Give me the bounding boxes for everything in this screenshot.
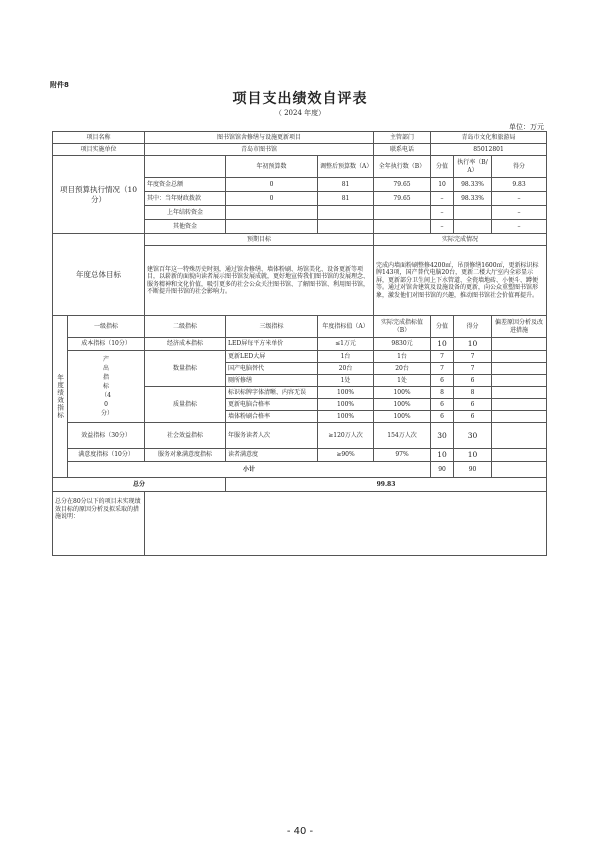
- page-number: - 40 -: [286, 826, 314, 837]
- budget-cell: –: [492, 220, 547, 234]
- budget-cell: –: [431, 220, 454, 234]
- indicator-weight: 6: [431, 375, 454, 387]
- budget-cell: –: [431, 192, 454, 206]
- h-level3: 三级指标: [226, 316, 318, 338]
- indicator-weight: 6: [431, 411, 454, 423]
- budget-cell: [318, 206, 374, 220]
- budget-cell: [226, 206, 318, 220]
- budget-cell: –: [492, 192, 547, 206]
- indicator-target: 100%: [318, 411, 374, 423]
- indicator-actual: 100%: [374, 411, 431, 423]
- satisfaction-l2: 服务对象满意度指标: [145, 449, 226, 462]
- col-initial: 年初预算数: [226, 156, 318, 178]
- unit-label: 单位：万元: [509, 123, 544, 131]
- indicator-target: 100%: [318, 399, 374, 411]
- budget-row-label: 年度资金总额: [145, 178, 226, 192]
- h-weight: 分值: [431, 316, 454, 338]
- indicator-actual: 100%: [374, 387, 431, 399]
- year-label: （ 2024 年度）: [274, 109, 326, 117]
- budget-section-label: 项目预算执行情况（10分）: [53, 156, 145, 234]
- indicator-actual: 20台: [374, 363, 431, 375]
- budget-cell: [454, 220, 492, 234]
- project-name-label: 项目名称: [53, 132, 145, 144]
- dept-value: 青岛市文化和旅游局: [431, 132, 547, 144]
- budget-cell: 10: [431, 178, 454, 192]
- indicator-reason: [492, 387, 547, 399]
- indicator-name: LED屏每平方米单价: [226, 338, 318, 351]
- subtotal-score: 90: [454, 462, 492, 478]
- phone-label: 联系电话: [374, 144, 431, 156]
- total-value: 99.83: [226, 478, 547, 492]
- output-l1: [68, 351, 145, 423]
- quality-l2: 质量指标: [145, 387, 226, 423]
- indicator-score: 6: [454, 375, 492, 387]
- indicator-score: 30: [454, 423, 492, 449]
- indicator-reason: [492, 375, 547, 387]
- h-target: 年度指标值（A）: [318, 316, 374, 338]
- benefit-l2: 社会效益指标: [145, 423, 226, 449]
- budget-row-label: 其中：当年财政拨款: [145, 192, 226, 206]
- budget-cell: 9.83: [492, 178, 547, 192]
- phone-value: 85012801: [431, 144, 547, 156]
- indicator-reason: [492, 449, 547, 462]
- actual-result-header: 实际完成情况: [374, 234, 547, 246]
- col-score: 得分: [492, 156, 547, 178]
- note-content: [145, 492, 547, 556]
- cost-l1: 成本指标（10分）: [68, 338, 145, 351]
- budget-cell: 81: [318, 178, 374, 192]
- indicator-score: 6: [454, 411, 492, 423]
- indicator-reason: [492, 351, 547, 363]
- indicator-score: 6: [454, 399, 492, 411]
- page-title: 项目支出绩效自评表: [232, 91, 368, 107]
- subtotal-reason: [492, 462, 547, 478]
- indicator-actual: 154万人次: [374, 423, 431, 449]
- h-actual: 实际完成指标值（B）: [374, 316, 431, 338]
- indicator-weight: 7: [431, 363, 454, 375]
- perf-section-label: 年度绩效指标: [53, 316, 68, 478]
- indicator-reason: [492, 338, 547, 351]
- indicator-score: 10: [454, 449, 492, 462]
- col-weight: 分值: [431, 156, 454, 178]
- budget-cell: [374, 206, 431, 220]
- indicator-reason: [492, 411, 547, 423]
- budget-cell: [374, 220, 431, 234]
- indicator-actual: 9830元: [374, 338, 431, 351]
- indicator-target: ≥90%: [318, 449, 374, 462]
- indicator-name: 更新LED大屏: [226, 351, 318, 363]
- indicator-target: ≥120万人次: [318, 423, 374, 449]
- budget-cell: 0: [226, 192, 318, 206]
- indicator-actual: 97%: [374, 449, 431, 462]
- subtotal-weight: 90: [431, 462, 454, 478]
- indicator-name: 年服务读者人次: [226, 423, 318, 449]
- indicator-score: 7: [454, 363, 492, 375]
- indicator-target: ≤1万元: [318, 338, 374, 351]
- h-level1: 一级指标: [68, 316, 145, 338]
- benefit-l1: 效益指标（30分）: [68, 423, 145, 449]
- indicator-target: 20台: [318, 363, 374, 375]
- col-rate: 执行率（B/A）: [454, 156, 492, 178]
- budget-cell: 81: [318, 192, 374, 206]
- indicator-weight: 7: [431, 351, 454, 363]
- indicator-weight: 8: [431, 387, 454, 399]
- indicator-name: 墙体粉刷合格率: [226, 411, 318, 423]
- subtotal-label: 小计: [68, 462, 431, 478]
- indicator-target: 1台: [318, 351, 374, 363]
- goals-section-label: 年度总体目标: [53, 234, 145, 316]
- budget-row-label: 其他资金: [145, 220, 226, 234]
- indicator-name: 更新电脑合格率: [226, 399, 318, 411]
- indicator-weight: 30: [431, 423, 454, 449]
- h-score: 得分: [454, 316, 492, 338]
- impl-value: 青岛市图书馆: [145, 144, 374, 156]
- total-label: 总分: [53, 478, 226, 492]
- indicator-actual: 1处: [374, 375, 431, 387]
- satisfaction-l1: 满意度指标（10分）: [68, 449, 145, 462]
- budget-cell: 98.33%: [454, 178, 492, 192]
- h-reason: 偏差原因分析及改进措施: [492, 316, 547, 338]
- indicator-actual: 100%: [374, 399, 431, 411]
- indicator-name: 读者满意度: [226, 449, 318, 462]
- indicator-score: 7: [454, 351, 492, 363]
- budget-cell: 79.65: [374, 192, 431, 206]
- indicator-target: 1处: [318, 375, 374, 387]
- budget-cell: [318, 220, 374, 234]
- budget-cell: [454, 206, 492, 220]
- indicator-score: 8: [454, 387, 492, 399]
- indicator-name: 国产电脑替代: [226, 363, 318, 375]
- indicator-weight: 10: [431, 338, 454, 351]
- impl-label: 项目实施单位: [53, 144, 145, 156]
- indicator-reason: [492, 399, 547, 411]
- col-adjusted: 调整后预算数（A）: [318, 156, 374, 178]
- indicator-actual: 1台: [374, 351, 431, 363]
- indicator-reason: [492, 363, 547, 375]
- indicator-weight: 6: [431, 399, 454, 411]
- budget-cell: 98.33%: [454, 192, 492, 206]
- actual-result-text: 完成内墙面粉刷整修4200㎡，吊顶修缮1600㎡，更新标识标牌143项，国产普代电脑20台，更新二楼大厅室内全彩显示屏，更新部分卫生间上下水管道、全瓷墙地砖、小便斗、蹲便等。通过对馆舍建筑及设施设备的更新，向公众重塑图书馆形象，激发他们对图书馆的兴趣，推动图书馆社会价值再提升。: [374, 246, 547, 316]
- budget-cell: –: [492, 206, 547, 220]
- budget-cell: 79.65: [374, 178, 431, 192]
- project-name: 图书馆馆舍修缮与设施更新项目: [145, 132, 374, 144]
- expected-goal-text: 建馆百年这一特殊历史时刻，通过馆舍修缮、墙体粉刷、场馆美化、设备更新等项目，以崭新的面貌向读者展示图书馆发展成就，更好地宣传我们图书馆的发展理念、服务精神和文化价值，吸引更多的社会公众关注图书馆、了解图书馆、利用图书馆，不断提升图书馆的社会影响力。: [145, 246, 374, 316]
- indicator-target: 100%: [318, 387, 374, 399]
- indicator-weight: 10: [431, 449, 454, 462]
- indicator-reason: [492, 423, 547, 449]
- attachment-label: 附件8: [50, 81, 69, 89]
- output-l1-text: 产出指标（40分）: [101, 356, 114, 417]
- indicator-name: 标识标牌字体清晰、内容无误: [226, 387, 318, 399]
- indicator-score: 10: [454, 338, 492, 351]
- evaluation-table: [52, 131, 547, 556]
- budget-cell: [226, 220, 318, 234]
- note-label: 总分在80分以下的项目未实现绩效目标的原因分析及拟采取的措施说明：: [53, 492, 145, 556]
- budget-cell: –: [431, 206, 454, 220]
- col-executed: 全年执行数（B）: [374, 156, 431, 178]
- qty-l2: 数量指标: [145, 351, 226, 387]
- budget-cell: 0: [226, 178, 318, 192]
- expected-goal-header: 预期目标: [145, 234, 374, 246]
- budget-row-label: 上年结转资金: [145, 206, 226, 220]
- h-level2: 二级指标: [145, 316, 226, 338]
- indicator-name: 厕所修缮: [226, 375, 318, 387]
- cost-l2: 经济成本指标: [145, 338, 226, 351]
- dept-label: 主管部门: [374, 132, 431, 144]
